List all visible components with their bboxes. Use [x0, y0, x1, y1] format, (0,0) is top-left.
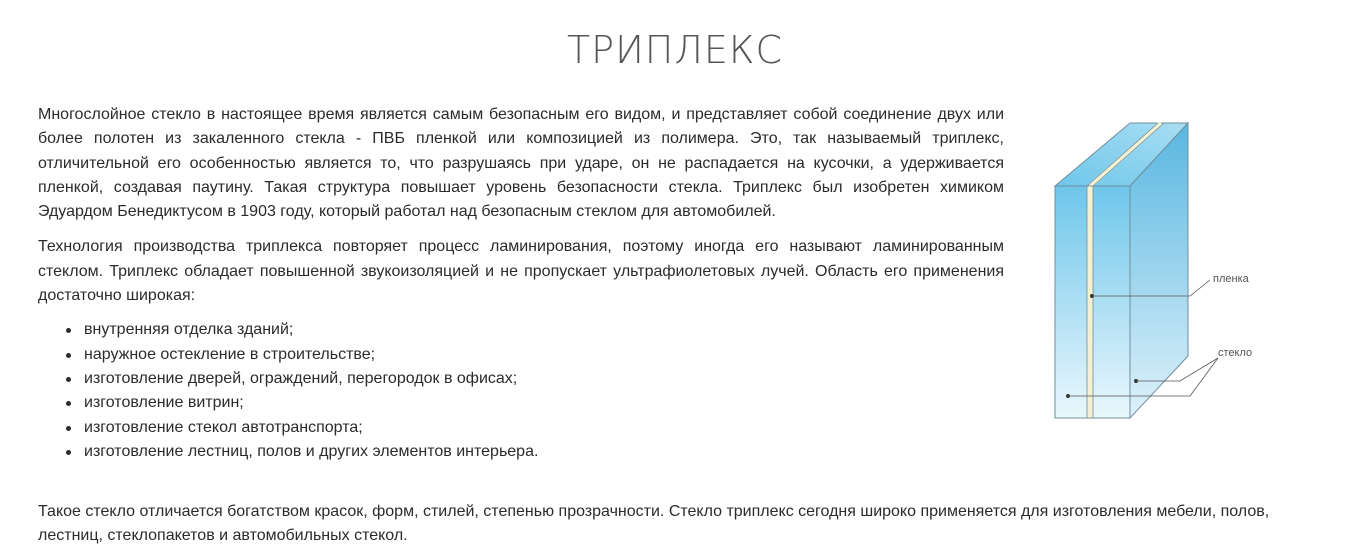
- applications-list: [38, 318, 1004, 464]
- list-item-text: наружное остекление в строительстве;: [84, 345, 376, 363]
- glass-label: стекло: [1218, 347, 1253, 359]
- intro-paragraph: Многослойное стекло в настоящее время является самым безопасным его видом, и представляет собой соединение двух или более полотен из закаленного стекла - ПВБ пленкой или композицией из полимера. Это, так называемый триплекс, отличительной его особенностью является то, что разрушаясь при ударе, он не распадается на кусочки, а удерживается пленкой, создавая паутину. Такая структура повышает уровень безопасности стекла. Триплекс был изобретен химиком Эдуардом Бенедиктусом в 1903 году, который работал над безопасным стеклом для автомобилей.: [38, 106, 1004, 221]
- bullet-icon: [66, 426, 71, 431]
- triplex-diagram: [1040, 108, 1280, 448]
- bullet-icon: [66, 377, 71, 382]
- technology-paragraph: Технология производства триплекса повторяет процесс ламинирования, поэтому иногда его называют ламинированным стеклом. Триплекс обладает повышенной звукоизоляцией и не пропускает ультрафиолетовых лучей. Область его применения достаточно широкая:: [38, 238, 1004, 305]
- list-item-text: изготовление дверей, ограждений, перегородок в офисах;: [84, 369, 518, 387]
- list-item-text: изготовление стекол автотранспорта;: [84, 418, 363, 436]
- closing-paragraph: Такое стекло отличается богатством красок, форм, стилей, степенью прозрачности. Стекло триплекс сегодня широко применяется для изготовления мебели, полов, лестниц, стеклопакетов и автомобильных стекол.: [38, 503, 1270, 545]
- film-layer: [1087, 186, 1093, 418]
- bullet-icon: [66, 450, 71, 455]
- list-item: [62, 440, 1004, 464]
- bullet-icon: [66, 401, 71, 406]
- bullet-icon: [66, 328, 71, 333]
- list-item: [62, 416, 1004, 440]
- bullet-icon: [66, 353, 71, 358]
- list-item: [62, 391, 1004, 415]
- triplex-diagram-svg: [1040, 108, 1280, 448]
- list-item-text: внутренняя отделка зданий;: [84, 321, 294, 339]
- page-title: ТРИПЛЕКС: [566, 28, 784, 72]
- list-item-text: изготовление лестниц, полов и других элементов интерьера.: [84, 442, 539, 460]
- film-label: пленка: [1213, 273, 1249, 285]
- list-item: [62, 343, 1004, 367]
- list-item: [62, 318, 1004, 342]
- list-item: [62, 367, 1004, 391]
- list-item-text: изготовление витрин;: [84, 394, 244, 412]
